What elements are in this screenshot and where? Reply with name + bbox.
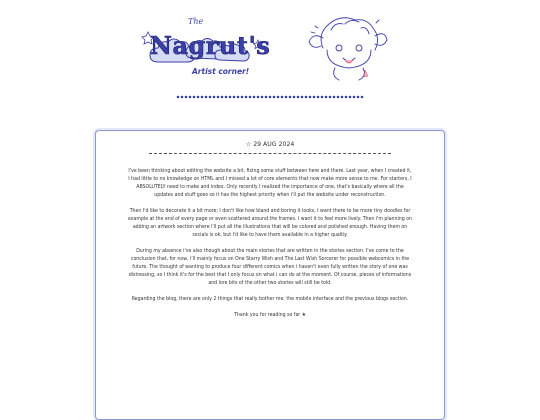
site-header xyxy=(0,0,540,100)
character-doodle-icon xyxy=(305,8,390,83)
post-paragraph: During my absence i've also though about the main stories that are written in the stories section. I've come to the conclusion that, for now, i'll mainly focus on One Starry Wish and The Last Wish Sorcerer for possible webcomics in the future. The thought of wanting to produce four different comics when i haven't even fully written the story of one was distressing, so I think it's for the best that I only focus on what i can do at the moment. Of course, pieces of informations and lore bits of the other two stories will still be told. xyxy=(128,248,412,286)
logo-the-text: The xyxy=(188,17,204,26)
post-paragraph: I've been thinking about editing the website a bit, fixing some stuff between here and there. Last year, when I created it, I had little to no knowledge on HTML and I missed a lot of core elements that now make more sense to me. For starters, I ABSOLUTELY need to make and index. Only recently I realized the importance of one, that's basically where all the updates and stuff goes so it has the highest priority when i'll put the website under reconstruction. xyxy=(128,168,412,198)
post-body xyxy=(96,167,444,319)
site-logo[interactable] xyxy=(140,10,270,80)
header-dotted-divider xyxy=(176,95,364,99)
logo-subtitle-text: Artist corner! xyxy=(192,67,250,76)
blog-post-card xyxy=(95,130,445,420)
post-paragraph: Then I'd like to decorate it a bit more; I don't like how bland and boring it looks, I want there to be more tiny doodles for example at the end of every page or even scattered around the frames. I want it to feel more lively. Then i'm planning on adding an artwork section where i'll put all the illustrations that will be colored and polished enough. Having them on socials is ok, but I'd like to have them available in a higher quality. xyxy=(128,208,412,238)
post-date: ☆ 29 AUG 2024 xyxy=(245,141,295,148)
cloud-logo-icon xyxy=(140,10,270,80)
logo-title-text: Nagrut's xyxy=(150,31,270,60)
post-paragraph: Regarding the blog, there are only 2 things that really bother me: the mobile interface and the previous blogs section. xyxy=(131,296,409,302)
date-divider xyxy=(149,153,391,154)
post-signoff: Thank you for reading so far ★ xyxy=(234,312,306,318)
mascot-doodle xyxy=(305,8,390,83)
